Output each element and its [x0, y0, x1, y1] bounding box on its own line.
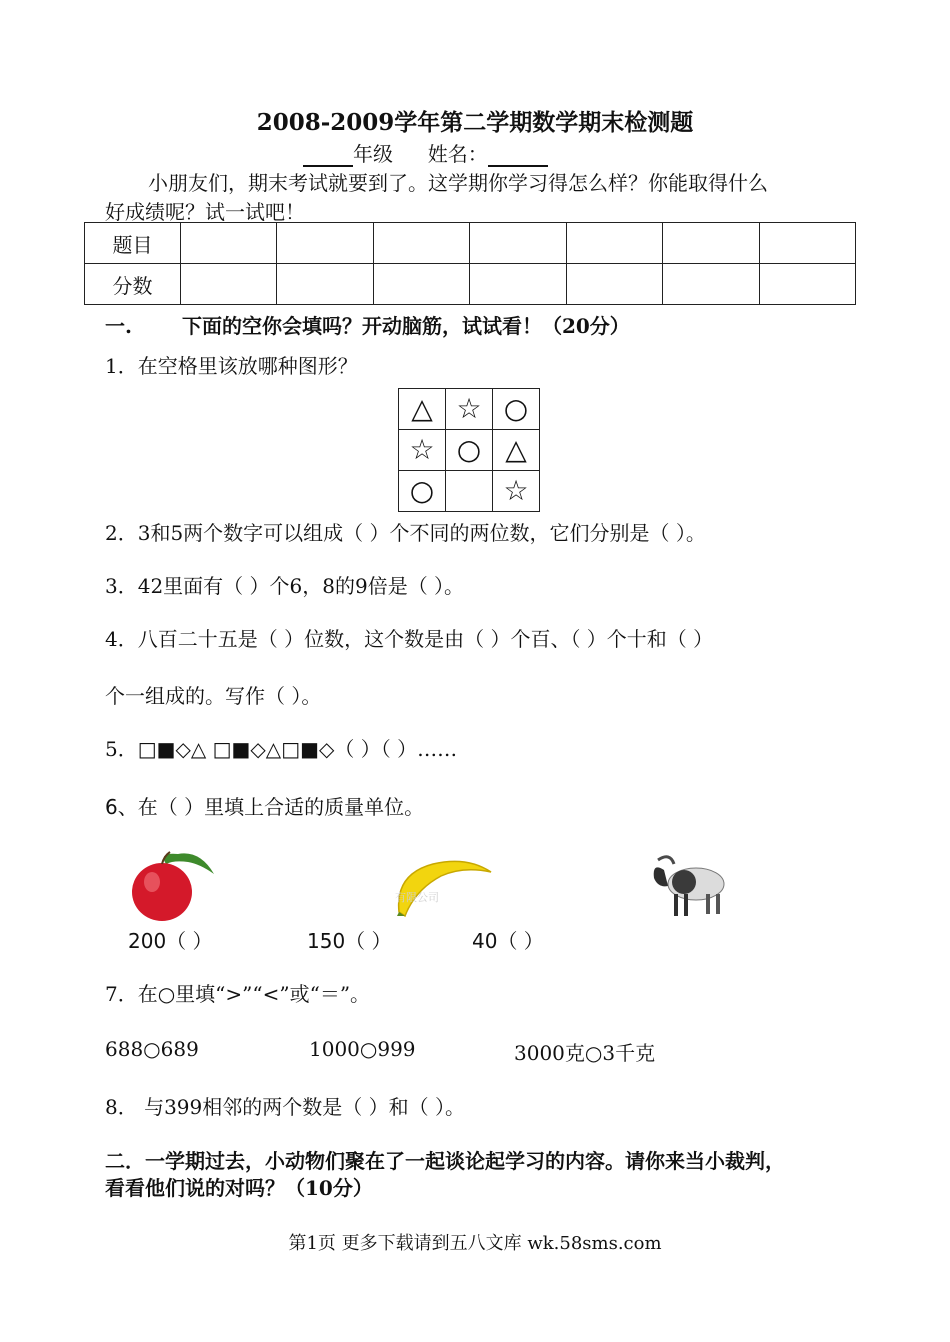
- grade-blank[interactable]: [303, 147, 353, 167]
- watermark: 有限公司: [395, 891, 439, 904]
- grid-cell: ☆: [399, 430, 446, 471]
- score-cell[interactable]: [470, 223, 566, 264]
- score-cell[interactable]: [470, 264, 566, 305]
- score-cell[interactable]: [759, 264, 855, 305]
- question-4-line-2: 个一组成的。写作（ ）。: [105, 684, 322, 708]
- name-label: 姓名：: [427, 142, 488, 166]
- question-6: 6、在（ ）里填上合适的质量单位。: [105, 795, 425, 819]
- grid-blank-cell[interactable]: [446, 471, 493, 512]
- goat-icon: [640, 848, 732, 926]
- score-cell[interactable]: [663, 264, 759, 305]
- grid-cell: ○: [446, 430, 493, 471]
- question-1: 1．在空格里该放哪种图形？: [105, 354, 358, 378]
- page-footer: 第1页 更多下载请到五八文库 wk.58sms.com: [288, 1233, 662, 1254]
- intro-line-1: 小朋友们，期末考试就要到了。这学期你学习得怎么样？你能取得什么: [148, 171, 768, 195]
- comparison-3: 3000克○3千克: [514, 1041, 656, 1065]
- question-4-line-1: 4．八百二十五是（ ）位数，这个数是由（ ）个百、（ ）个十和（ ）: [105, 627, 714, 651]
- page-title: 2008-2009学年第二学期数学期末检测题: [256, 109, 694, 136]
- score-table: [84, 222, 856, 305]
- score-cell[interactable]: [181, 264, 277, 305]
- item-label-apple: 200（ ）: [128, 929, 213, 953]
- score-row-label: 分数: [85, 264, 181, 305]
- grid-cell: ☆: [493, 471, 540, 512]
- name-blank[interactable]: [488, 147, 548, 167]
- question-7: 7．在○里填“>”“<”或“＝”。: [105, 982, 371, 1006]
- comparison-1: 688○689: [105, 1037, 199, 1061]
- question-2: 2．3和5两个数字可以组成（ ）个不同的两位数，它们分别是（ ）。: [105, 521, 706, 545]
- score-row-label: 题目: [85, 223, 181, 264]
- score-cell[interactable]: [181, 223, 277, 264]
- score-cell[interactable]: [277, 264, 373, 305]
- score-cell[interactable]: [566, 223, 662, 264]
- intro-line-2: 好成绩呢？试一试吧！: [105, 200, 305, 224]
- grade-label: 年级: [353, 142, 393, 166]
- question-8: 8． 与399相邻的两个数是（ ）和（ ）。: [105, 1095, 465, 1119]
- item-label-banana: 150（ ）: [307, 929, 392, 953]
- grid-cell: ○: [493, 389, 540, 430]
- section1-number: 一.: [105, 314, 132, 338]
- score-row-items: [85, 223, 856, 264]
- section2-line-1: 二．一学期过去，小动物们聚在了一起谈论起学习的内容。请你来当小裁判，: [105, 1149, 785, 1173]
- grid-cell: ☆: [446, 389, 493, 430]
- score-cell[interactable]: [277, 223, 373, 264]
- score-cell[interactable]: [566, 264, 662, 305]
- item-label-goat: 40（ ）: [472, 929, 544, 953]
- score-cell[interactable]: [373, 264, 469, 305]
- banana-icon: [393, 854, 495, 922]
- score-cell[interactable]: [373, 223, 469, 264]
- section2-line-2: 看看他们说的对吗？（10分）: [105, 1176, 373, 1200]
- grid-cell: △: [399, 389, 446, 430]
- grid-cell: ○: [399, 471, 446, 512]
- grade-name-line: [303, 138, 548, 167]
- question-5: 5．□■◇△ □■◇△□■◇（ ）（ ）……: [105, 737, 458, 761]
- section1-heading: [105, 310, 630, 339]
- section1-text: 下面的空你会填吗？开动脑筋，试试看！（20分）: [181, 314, 630, 338]
- apple-icon: [128, 848, 220, 928]
- score-row-points: [85, 264, 856, 305]
- question-3: 3．42里面有（ ）个6，8的9倍是（ ）。: [105, 574, 465, 598]
- comparison-2: 1000○999: [309, 1037, 416, 1061]
- grid-cell: △: [493, 430, 540, 471]
- score-cell[interactable]: [663, 223, 759, 264]
- shape-grid: [398, 388, 540, 512]
- score-cell[interactable]: [759, 223, 855, 264]
